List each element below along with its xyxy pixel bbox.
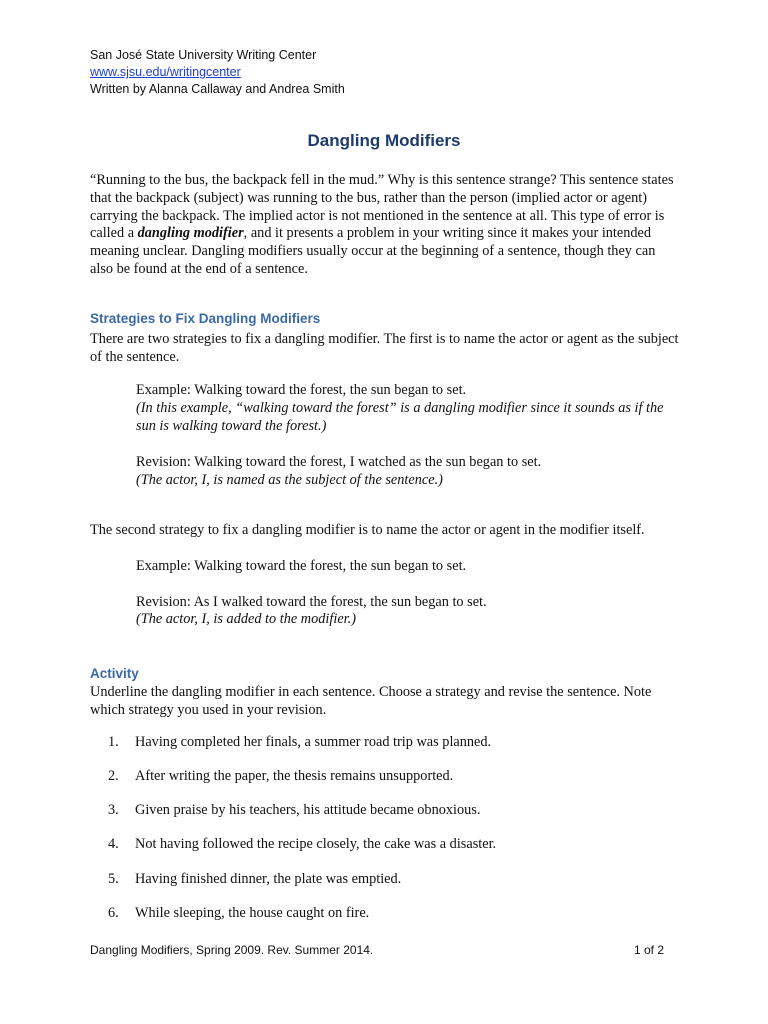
list-item (108, 802, 480, 820)
intro-term: dangling modifier (137, 225, 244, 242)
list-item (108, 871, 401, 889)
strategies-intro: There are two strategies to fix a dangling modifier. The first is to name the actor or agent as the subject of the sentence. (90, 331, 679, 365)
strategy2-example: Example: Walking toward the forest, the sun began to set. (136, 558, 467, 574)
list-number: 3. (108, 802, 119, 818)
strategy1-revision: Revision: Walking toward the forest, I watched as the sun began to set. (136, 454, 542, 470)
list-item (108, 734, 491, 752)
list-text: After writing the paper, the thesis remains unsupported. (135, 768, 454, 784)
list-text: Having finished dinner, the plate was emptied. (135, 871, 402, 887)
strategies-heading: Strategies to Fix Dangling Modifiers (90, 311, 321, 326)
list-number: 4. (108, 836, 119, 852)
list-number: 2. (108, 768, 119, 784)
activity-heading: Activity (90, 666, 139, 681)
list-number: 6. (108, 905, 119, 921)
list-text: Given praise by his teachers, his attitude became obnoxious. (135, 802, 481, 818)
writing-center-link[interactable]: www.sjsu.edu/writingcenter (90, 65, 241, 79)
strategy1-example-note: (In this example, “walking toward the forest” is a dangling modifier since it sounds as if the sun is walking toward the forest.) (136, 400, 664, 434)
list-item (108, 905, 369, 923)
list-number: 1. (108, 734, 119, 750)
header-org: San José State University Writing Center (90, 48, 317, 62)
strategy2-revision-note: (The actor, I, is added to the modifier.) (136, 611, 356, 627)
activity-instructions: Underline the dangling modifier in each sentence. Choose a strategy and revise the sentence. Note which strategy you used in your revision. (90, 684, 652, 718)
strategy2-revision: Revision: As I walked toward the forest, the sun began to set. (136, 594, 487, 610)
strategy1-example: Example: Walking toward the forest, the sun began to set. (136, 382, 467, 398)
list-item (108, 768, 453, 786)
footer-text: Dangling Modifiers, Spring 2009. Rev. Summer 2014. (90, 943, 374, 957)
intro-paragraph (90, 172, 680, 279)
intro-text-2: , and it presents a problem in your writing since it makes your intended meaning unclear. Dangling modifiers usually occur at the beginning of a sentence, though they can also be found at the end of a sentence. (90, 225, 656, 277)
header-authors: Written by Alanna Callaway and Andrea Smith (90, 82, 345, 96)
list-item (108, 836, 496, 854)
page-number: 1 of 2 (633, 943, 664, 957)
intro-text-1: “Running to the bus, the backpack fell in the mud.” Why is this sentence strange? This sentence states that the backpack (subject) was running to the bus, rather than the person (implied actor or agent) carrying the backpack. The implied actor is not mentioned in the sentence at all. This type of error is called a (90, 172, 674, 242)
list-text: Not having followed the recipe closely, the cake was a disaster. (135, 836, 497, 852)
page-title: Dangling Modifiers (307, 131, 461, 150)
strategy1-revision-note: (The actor, I, is named as the subject of the sentence.) (136, 472, 443, 488)
document-header (90, 47, 345, 98)
strategy2-intro: The second strategy to fix a dangling modifier is to name the actor or agent in the modifier itself. (90, 522, 645, 538)
list-text: Having completed her finals, a summer road trip was planned. (135, 734, 492, 750)
list-text: While sleeping, the house caught on fire. (135, 905, 370, 921)
list-number: 5. (108, 871, 119, 887)
